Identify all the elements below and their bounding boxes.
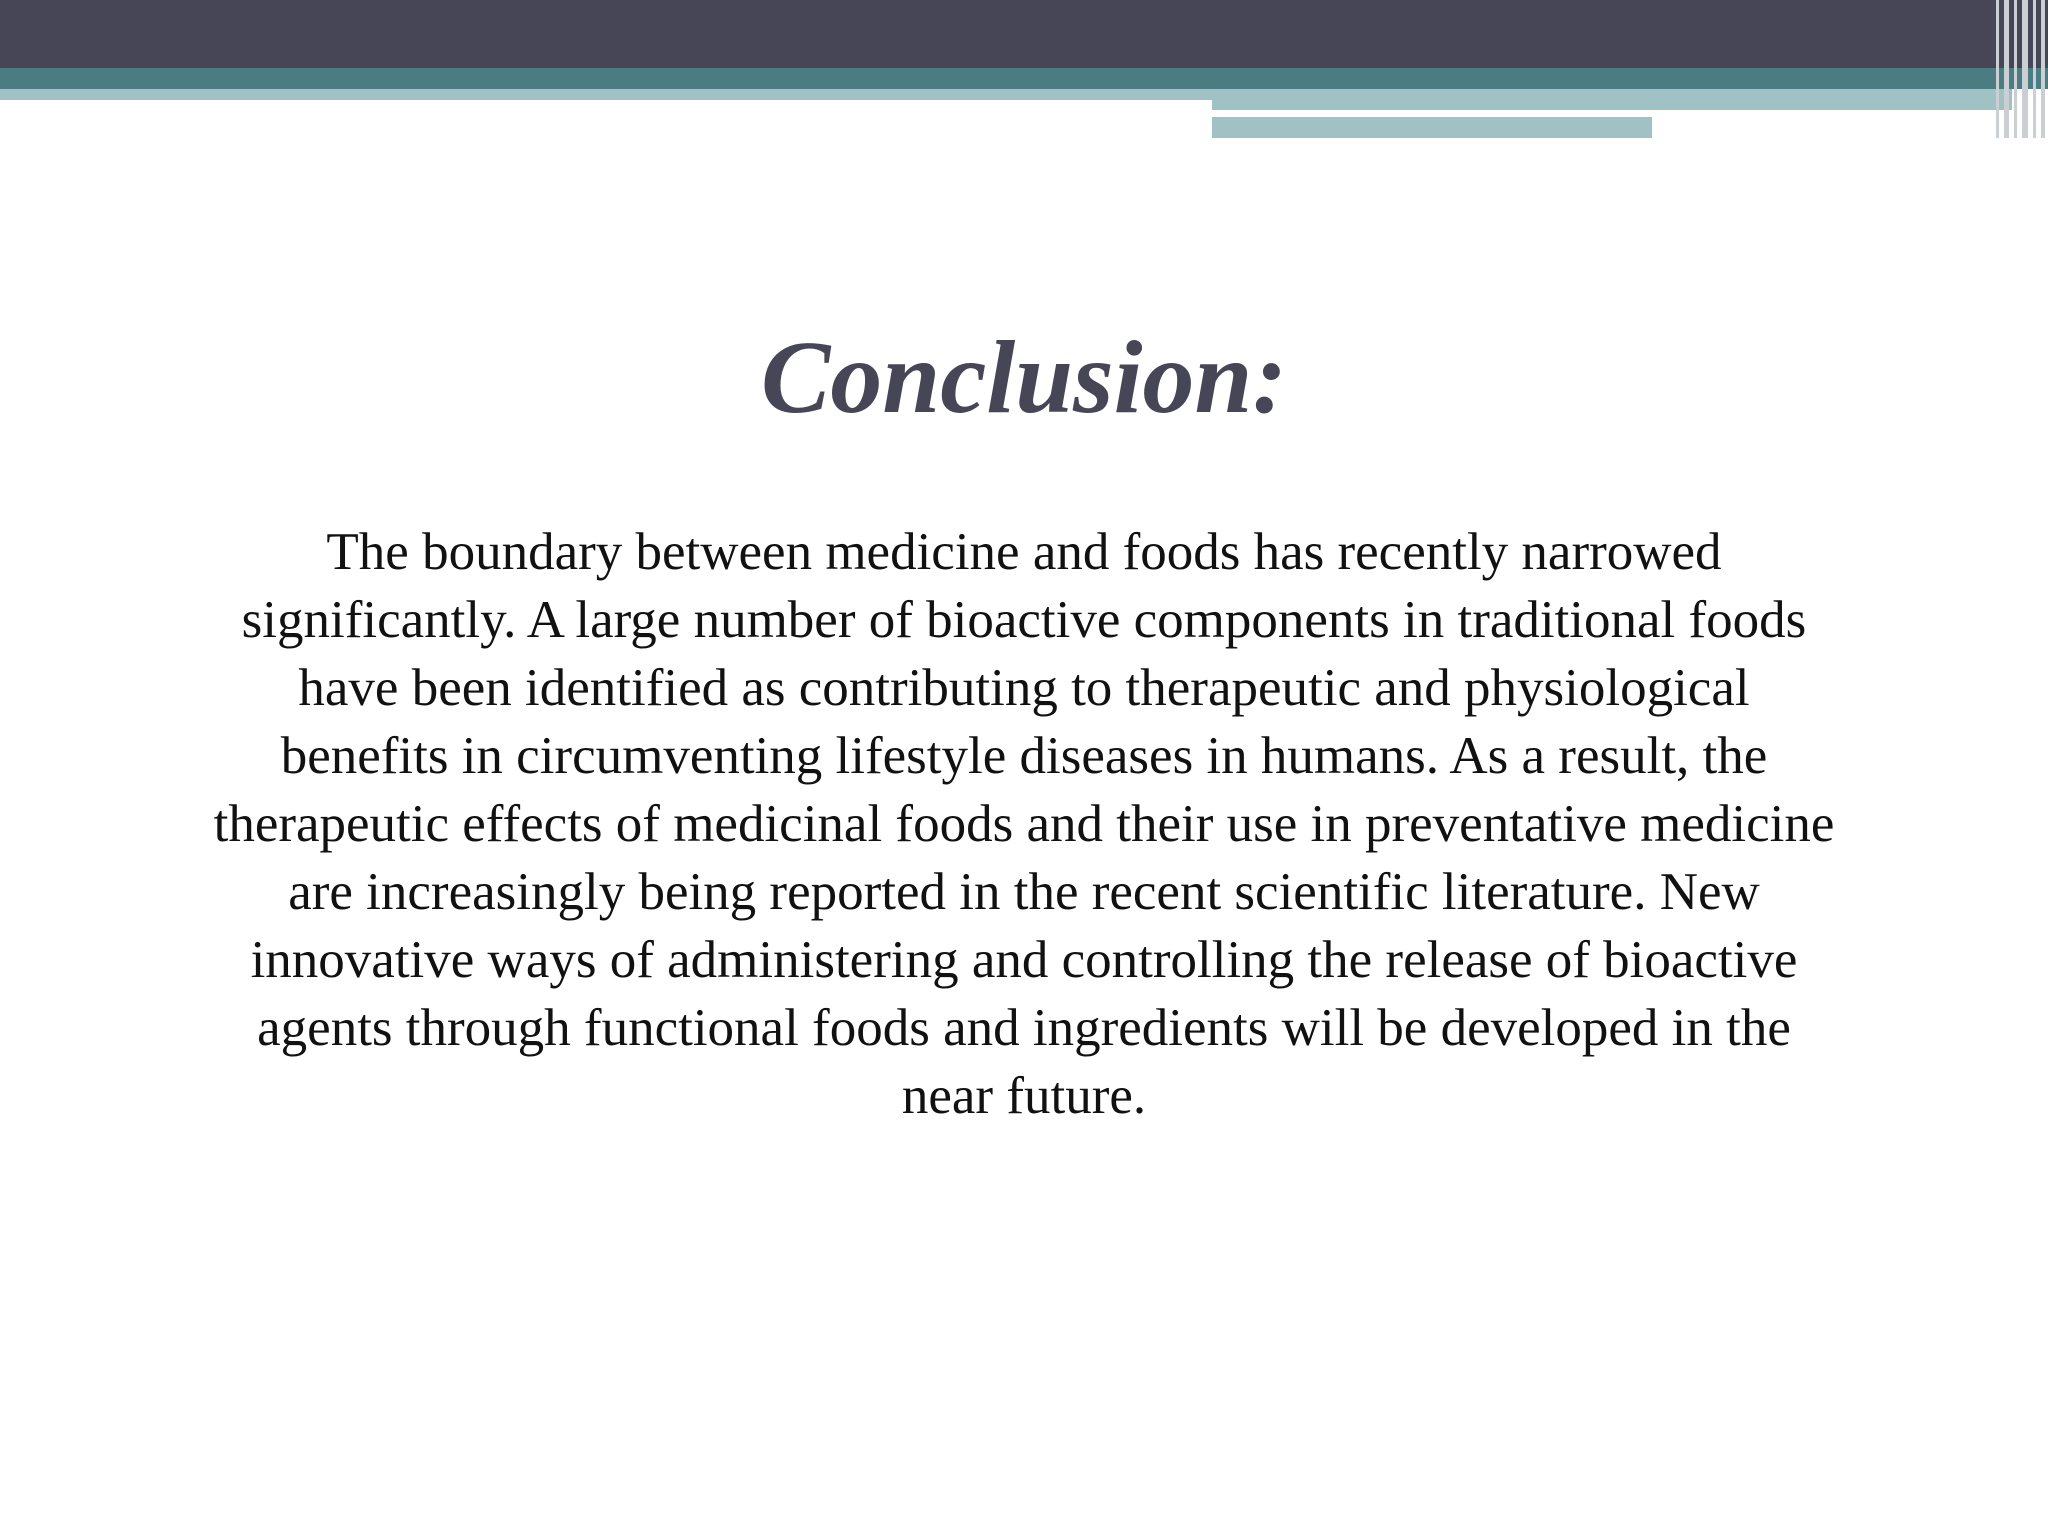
slide-body-text: The boundary between medicine and foods has recently narrowed significantly. A large number of bioactive components in traditional foods have been identified as contributing to therapeutic and physiological benefits in circumventing lifestyle diseases in humans. As a result, the therapeutic effects of medicinal foods and their use in preventative medicine are increasingly being reported in the recent scientific literature. New innovative ways of administering and controlling the release of bioactive agents through functional foods and ingredients will be developed in the near future.: [213, 523, 1835, 1125]
vertical-line: [2014, 0, 2017, 138]
slide-title: Conclusion:: [761, 320, 1287, 435]
header-teal-band: [0, 68, 2048, 89]
header-light-band-right: [1212, 89, 2012, 110]
header-white-notch: [1652, 130, 2012, 138]
vertical-line: [2033, 0, 2036, 138]
header-dark-band: [0, 0, 2048, 68]
vertical-line: [1996, 0, 1999, 138]
vertical-line: [2041, 0, 2045, 138]
header-vertical-lines: [1992, 0, 2048, 138]
vertical-line: [2022, 0, 2028, 138]
header-light-band-left: [0, 89, 1212, 100]
vertical-line: [2004, 0, 2009, 138]
header-light-band-bottom: [1212, 117, 1652, 138]
